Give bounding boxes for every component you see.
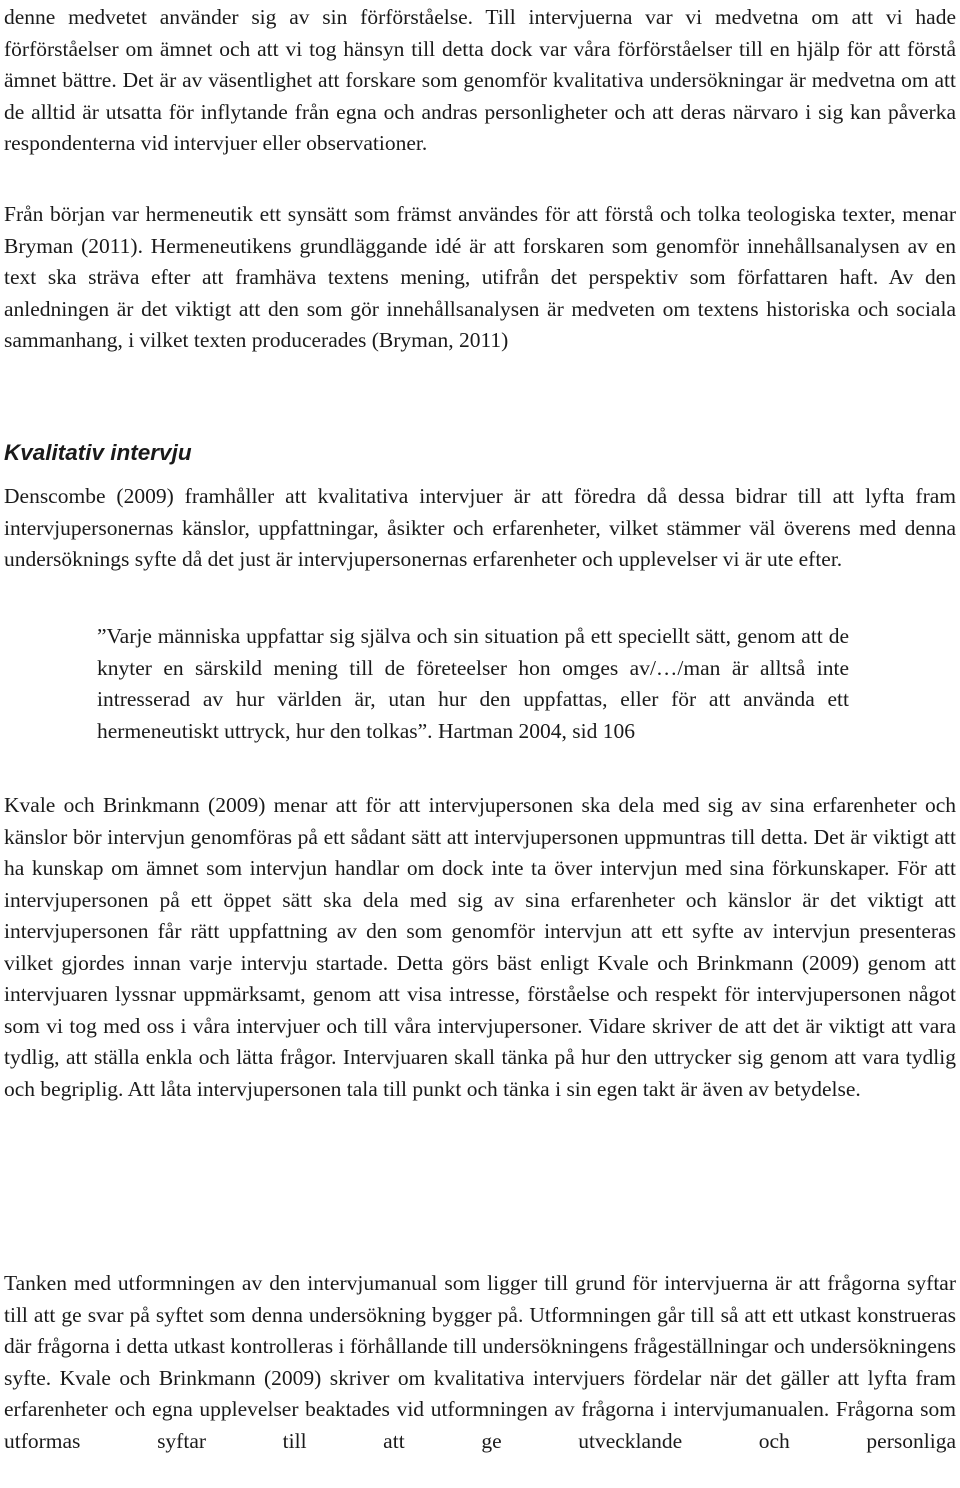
paragraph-hermeneutics: Från början var hermeneutik ett synsätt som främst användes för att förstå och tolka teologiska texter, menar Bryman (2011). Hermeneutikens grundläggande idé är att forskaren som genomför innehållsanalysen av en text ska sträva efter att framhäva textens mening, utifrån det perspektiv som författaren haft. Av den anledningen är det viktigt att den som gör innehållsanalysen är medveten om textens historiska och sociala sammanhang, i vilket texten producerades (Bryman, 2011) bbox=[4, 202, 956, 352]
paragraph-preunderstanding: denne medvetet använder sig av sin förförståelse. Till intervjuerna var vi medvetna om att vi hade förförståelser om ämnet och att vi tog hänsyn till detta dock var våra förförståelser till en hjälp för att förstå ämnet bättre. Det är av väsentlighet att forskare som genomför kvalitativa undersökningar är medvetna om att de alltid är utsatta för inflytande från egna och andras personligheter och att deras närvaro i sig kan påverka respondenterna vid intervjuer eller observationer. bbox=[4, 5, 956, 155]
paragraph-kvale-brinkmann: Kvale och Brinkmann (2009) menar att för att intervjupersonen ska dela med sig av sina erfarenheter och känslor bör intervjun genomföras på ett sådant sätt att intervjupersonen uppmuntras till detta. Det är viktigt att ha kunskap om ämnet som intervjun handlar om dock inte ta över intervjun med sina förkunskaper. För att intervjupersonen på ett öppet sätt ska dela med sig av sina erfarenheter och känslor är det viktigt att intervjupersonen får rätt uppfattning av den som genomför intervjun att ett syfte av intervjun presenteras vilket gjordes innan varje intervju startade. Detta görs bäst enligt Kvale och Brinkmann (2009) genom att intervjuaren lyssnar uppmärksamt, genom att visa intresse, förståelse och respekt för intervjupersonen något som vi tog med oss i våra intervjuer och till våra intervjupersoner. Vidare skriver de att det är viktigt att vara tydlig, att ställa enkla och lätta frågor. Intervjuaren skall tänka på hur den uttrycker sig genom att vara tydlig och begriplig. Att låta intervjupersonen tala till punkt och tänka i sin egen takt är även av betydelse. bbox=[4, 793, 956, 1101]
paragraph-interview-manual: Tanken med utformningen av den intervjumanual som ligger till grund för intervjuerna är att frågorna syftar till att ge svar på syftet som denna undersökning bygger på. Utformningen går till så att ett utkast konstrueras där frågorna i detta utkast kontrolleras i förhållande till undersökningens frågeställningar och undersökningens syfte. Kvale och Brinkmann (2009) skriver om kvalitativa intervjuers fördelar när det gäller att lyfta fram erfarenheter och egna upplevelser beaktades vid utformningen av frågorna i intervjumanualen. Frågorna som utformas syftar till att ge utvecklande och personliga bbox=[4, 1271, 956, 1453]
paragraph-denscombe: Denscombe (2009) framhåller att kvalitativa intervjuer är att föredra då dessa bidrar till att lyfta fram intervjupersonernas känslor, uppfattningar, åsikter och erfarenheter, vilket stämmer väl överens med denna undersöknings syfte då det just är intervjupersonernas erfarenheter och upplevelser vi är ute efter. bbox=[4, 484, 956, 571]
quote-text: ”Varje människa uppfattar sig själva och sin situation på ett speciellt sätt, genom att de knyter en särskild mening till de företeelser hon omges av/…/man är alltså inte intresserad av hur världen är, utan hur den uppfattas, eller för att använda ett hermeneutiskt uttryck, hur den tolkas”. bbox=[97, 624, 849, 743]
quote-citation: Hartman 2004, sid 106 bbox=[432, 718, 635, 743]
block-quote bbox=[97, 621, 849, 747]
section-heading: Kvalitativ intervju bbox=[4, 440, 192, 465]
